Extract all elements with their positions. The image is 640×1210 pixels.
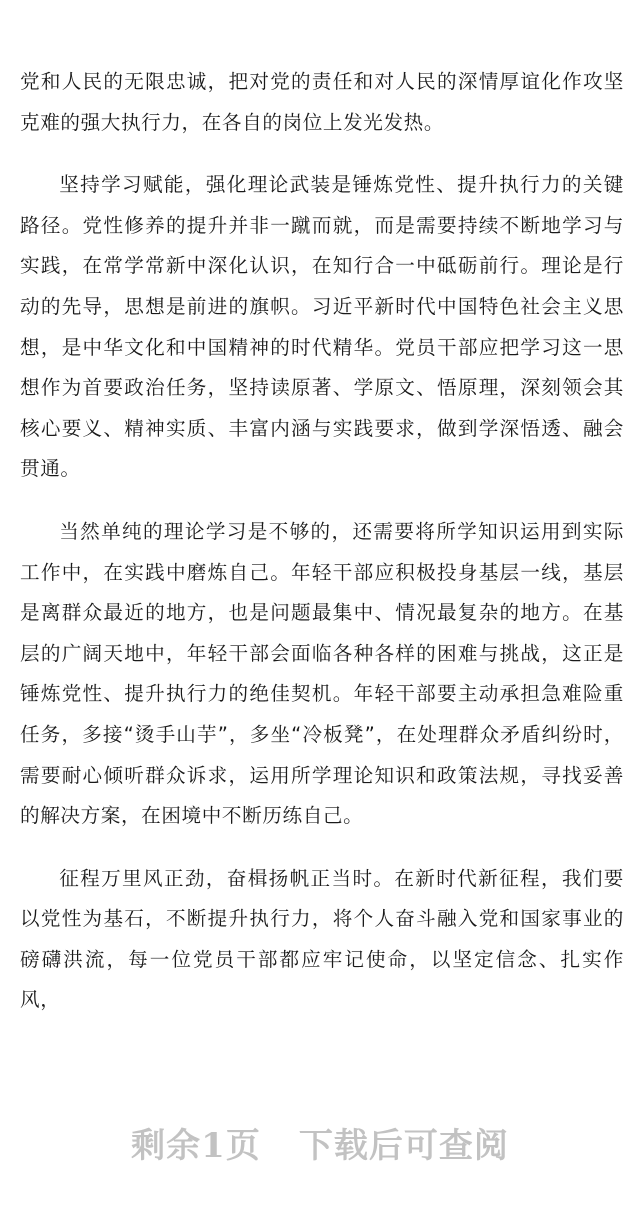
paragraph-4: 征程万里风正劲，奋楫扬帆正当时。在新时代新征程，我们要以党性为基石，不断提升执行力，将个人奋斗融入党和国家事业的磅礴洪流，每一位党员干部都应牢记使命，以坚定信念、扎实作风，: [20, 866, 624, 1012]
document-body: [20, 62, 624, 1021]
remaining-pages-label: 剩余1页: [131, 1126, 261, 1166]
download-banner[interactable]: [0, 1108, 640, 1188]
paragraph-1: 党和人民的无限忠诚，把对党的责任和对人民的深情厚谊化作攻坚克难的强大执行力，在各自的岗位上发光发热。: [20, 70, 624, 134]
paragraph-3: 当然单纯的理论学习是不够的，还需要将所学知识运用到实际工作中，在实践中磨炼自己。年轻干部应积极投身基层一线，基层是离群众最近的地方，也是问题最集中、情况最复杂的地方。在基层的广阔天地中，年轻干部会面临各种各样的困难与挑战，这正是锤炼党性、提升执行力的绝佳契机。年轻干部要主动承担急难险重任务，多接“烫手山芋”，多坐“冷板凳”，在处理群众矛盾纠纷时，需要耐心倾听群众诉求，运用所学理论知识和政策法规，寻找妥善的解决方案，在困境中不断历练自己。: [20, 519, 624, 828]
download-to-view-label: 下载后可查阅: [298, 1126, 509, 1166]
paragraph-2: 坚持学习赋能，强化理论武装是锤炼党性、提升执行力的关键路径。党性修养的提升并非一蹴而就，而是需要持续不断地学习与实践，在常学常新中深化认识，在知行合一中砥砺前行。理论是行动的先导，思想是前进的旗帜。习近平新时代中国特色社会主义思想，是中华文化和中国精神的时代精华。党员干部应把学习这一思想作为首要政治任务，坚持读原著、学原文、悟原理，深刻领会其核心要义、精神实质、丰富内涵与实践要求，做到学深悟透、融会贯通。: [20, 173, 624, 481]
download-prompt[interactable]: [131, 1118, 509, 1167]
